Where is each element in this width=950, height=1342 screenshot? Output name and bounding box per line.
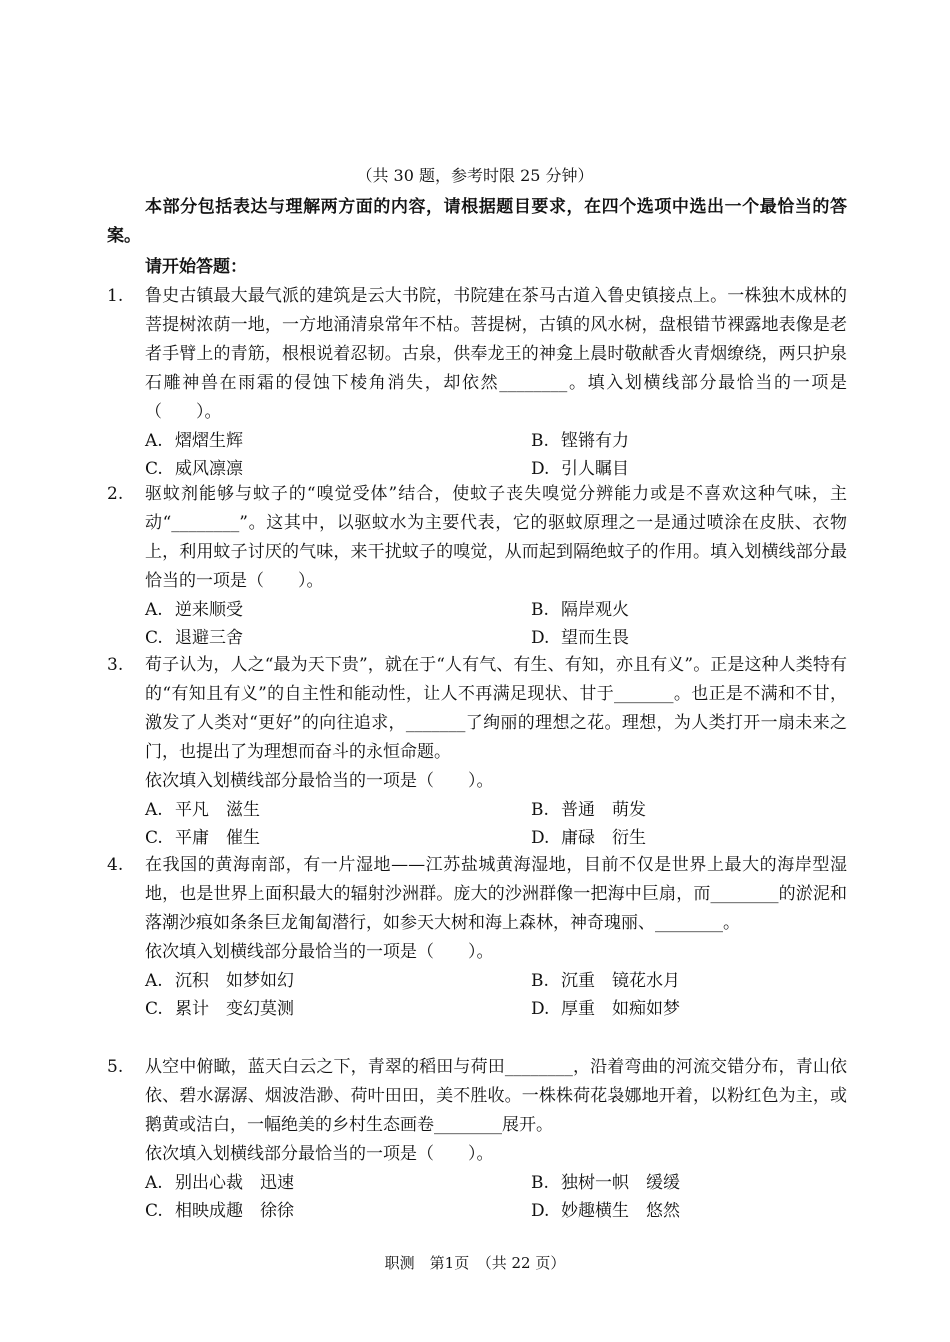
option-b[interactable]: B. 普通 萌发: [531, 800, 646, 820]
option-d[interactable]: D. 引人瞩目: [531, 459, 629, 479]
option-b[interactable]: B. 隔岸观火: [531, 600, 629, 620]
section-intro: 本部分包括表达与理解两方面的内容，请根据题目要求，在四个选项中选出一个最恰当的答案。: [107, 197, 847, 246]
question-2: [107, 480, 847, 652]
question-number: 4.: [107, 855, 124, 875]
option-c[interactable]: C. 平庸 催生: [145, 828, 260, 848]
question-5: [107, 1053, 847, 1225]
stem-paragraph: 驱蚊剂能够与蚊子的“嗅觉受体”结合，使蚊子丧失嗅觉分辨能力或是不喜欢这种气味，主动“________”。这其中，以驱蚊水为主要代表，它的驱蚊原理之一是通过喷涂在皮肤、衣物上，利用蚊子讨厌的气味，来干扰蚊子的嗅觉，从而起到隔绝蚊子的作用。填入划横线部分最恰当的一项是（ ）。: [145, 484, 847, 591]
option-b[interactable]: B. 沉重 镜花水月: [531, 971, 680, 991]
options-list: [145, 796, 847, 852]
option-c[interactable]: C. 相映成趣 徐徐: [145, 1201, 294, 1221]
option-d[interactable]: D. 厚重 如痴如梦: [531, 999, 680, 1019]
option-c[interactable]: C. 累计 变幻莫测: [145, 999, 294, 1019]
options-list: [145, 427, 847, 483]
question-stem: [145, 851, 847, 967]
stem-instruction: 依次填入划横线部分最恰当的一项是（ ）。: [145, 942, 494, 962]
option-b[interactable]: B. 独树一帜 缓缓: [531, 1173, 680, 1193]
option-c[interactable]: C. 退避三舍: [145, 628, 243, 648]
start-prompt: 请开始答题：: [145, 257, 247, 277]
option-c[interactable]: C. 威风凛凛: [145, 459, 243, 479]
section-header: （共 30 题，参考时限 25 分钟）: [356, 166, 594, 185]
option-d[interactable]: D. 望而生畏: [531, 628, 629, 648]
options-list: [145, 967, 847, 1023]
question-stem: [145, 282, 847, 427]
options-list: [145, 596, 847, 652]
page-footer: 职测 第1页 （共 22 页）: [384, 1254, 566, 1272]
question-stem: [145, 651, 847, 796]
question-stem: [145, 1053, 847, 1169]
stem-instruction: 依次填入划横线部分最恰当的一项是（ ）。: [145, 771, 494, 791]
question-number: 3.: [107, 655, 124, 675]
option-a[interactable]: A. 熠熠生辉: [145, 431, 243, 451]
options-list: [145, 1169, 847, 1225]
option-d[interactable]: D. 庸碌 衍生: [531, 828, 646, 848]
option-a[interactable]: A. 别出心裁 迅速: [145, 1173, 294, 1193]
question-number: 2.: [107, 484, 124, 504]
stem-paragraph: 鲁史古镇最大最气派的建筑是云大书院，书院建在茶马古道入鲁史镇接点上。一株独木成林的菩提树浓荫一地，一方地涌清泉常年不枯。菩提树，古镇的风水树，盘根错节裸露地表像是老者手臂上的青筋，根根说着忍韧。古泉，供奉龙王的神龛上晨时敬献香火青烟缭绕，两只护泉石雕神兽在雨霜的侵蚀下棱角消失，却依然________。填入划横线部分最恰当的一项是（ ）。: [145, 286, 847, 422]
question-number: 5.: [107, 1057, 124, 1077]
stem-paragraph: 从空中俯瞰，蓝天白云之下，青翠的稻田与荷田________，沿着弯曲的河流交错分布，青山依依、碧水潺潺、烟波浩渺、荷叶田田，美不胜收。一株株荷花袅娜地开着，以粉红色为主，或鹅黄或洁白，一幅绝美的乡村生态画卷________展开。: [145, 1057, 847, 1135]
stem-instruction: 依次填入划横线部分最恰当的一项是（ ）。: [145, 1144, 494, 1164]
question-number: 1.: [107, 286, 124, 306]
question-1: [107, 282, 847, 483]
question-3: [107, 651, 847, 852]
question-stem: [145, 480, 847, 596]
question-4: [107, 851, 847, 1023]
option-d[interactable]: D. 妙趣横生 悠然: [531, 1201, 680, 1221]
option-a[interactable]: A. 平凡 滋生: [145, 800, 260, 820]
option-b[interactable]: B. 铿锵有力: [531, 431, 629, 451]
option-a[interactable]: A. 沉积 如梦如幻: [145, 971, 294, 991]
option-a[interactable]: A. 逆来顺受: [145, 600, 243, 620]
stem-paragraph: 荀子认为，人之“最为天下贵”，就在于“人有气、有生、有知，亦且有义”。正是这种人类特有的“有知且有义”的自主性和能动性，让人不再满足现状、甘于_______。也正是不满和不甘，激发了人类对“更好”的向往追求，_______了绚丽的理想之花。理想，为人类打开一扇未来之门，也提出了为理想而奋斗的永恒命题。: [145, 655, 847, 762]
stem-paragraph: 在我国的黄海南部，有一片湿地——江苏盐城黄海湿地，目前不仅是世界上最大的海岸型湿地，也是世界上面积最大的辐射沙洲群。庞大的沙洲群像一把海中巨扇，而________的淤泥和落潮沙痕如条条巨龙匍匐潜行，如参天大树和海上森林，神奇瑰丽、________。: [145, 855, 847, 933]
